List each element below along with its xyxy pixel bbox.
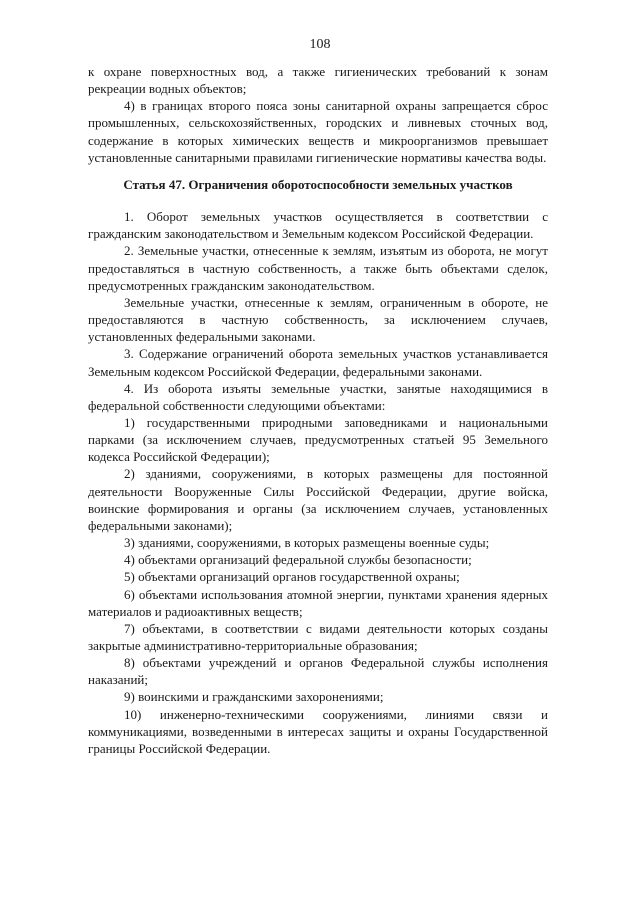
paragraph-item-4-sanitary: 4) в границах второго пояса зоны санитарной охраны запрещается сброс промышленных, сельскохозяйственных, городских и ливневых сточных вод, содержание в которых химических веществ и микроорганизмов превышает установленные санитарными правилами гигиенические нормативы качества воды.: [88, 98, 548, 165]
page-number: 108: [309, 37, 331, 52]
list-item-7: 7) объектами, в соответствии с видами деятельности которых созданы закрытые административно-территориальные образования;: [88, 620, 548, 653]
list-item-6: 6) объектами использования атомной энергии, пунктами хранения ядерных материалов и радиоактивных веществ;: [88, 586, 548, 619]
paragraph-3: 3. Содержание ограничений оборота земельных участков устанавливается Земельным кодексом Российской Федерации, федеральными законами.: [88, 346, 548, 379]
paragraph-1: 1. Оборот земельных участков осуществляется в соответствии с гражданским законодательством и Земельным кодексом Российской Федерации.: [88, 209, 548, 242]
list-item-5: 5) объектами организаций органов государственной охраны;: [124, 569, 460, 585]
list-item-9: 9) воинскими и гражданскими захоронениями;: [124, 689, 384, 705]
paragraph-continuation: к охране поверхностных вод, а также гигиенических требований к зонам рекреации водных объектов;: [88, 64, 548, 97]
list-item-10: 10) инженерно-техническими сооружениями, линиями связи и коммуникациями, возведенными в интересах защиты и охраны Государственной границы Российской Федерации.: [88, 706, 548, 756]
article-heading: Статья 47. Ограничения оборотоспособности земельных участков: [123, 176, 513, 192]
paragraph-2: 2. Земельные участки, отнесенные к землям, изъятым из оборота, не могут предоставляться в частную собственность, а также быть объектами сделок, предусмотренных гражданским законодательством.: [88, 243, 548, 293]
list-item-2: 2) зданиями, сооружениями, в которых размещены для постоянной деятельности Вооруженные Силы Российской Федерации, другие войска, воинские формирования и органы (за исключением случаев, установленных федеральными законами);: [88, 466, 548, 533]
paragraph-2-restricted: Земельные участки, отнесенные к землям, ограниченным в обороте, не предоставляются в частную собственность, за исключением случаев, установленных федеральными законами.: [88, 294, 548, 345]
document-body: [88, 63, 548, 757]
list-item-3: 3) зданиями, сооружениями, в которых размещены военные суды;: [124, 535, 490, 551]
list-item-4: 4) объектами организаций федеральной службы безопасности;: [124, 552, 472, 568]
list-item-1: 1) государственными природными заповедниками и национальными парками (за исключением случаев, предусмотренных статьей 95 Земельного кодекса Российской Федерации);: [88, 414, 548, 465]
paragraph-4: 4. Из оборота изъяты земельные участки, занятые находящимися в федеральной собственности следующими объектами:: [88, 380, 548, 413]
list-item-8: 8) объектами учреждений и органов Федеральной службы исполнения наказаний;: [88, 655, 548, 688]
